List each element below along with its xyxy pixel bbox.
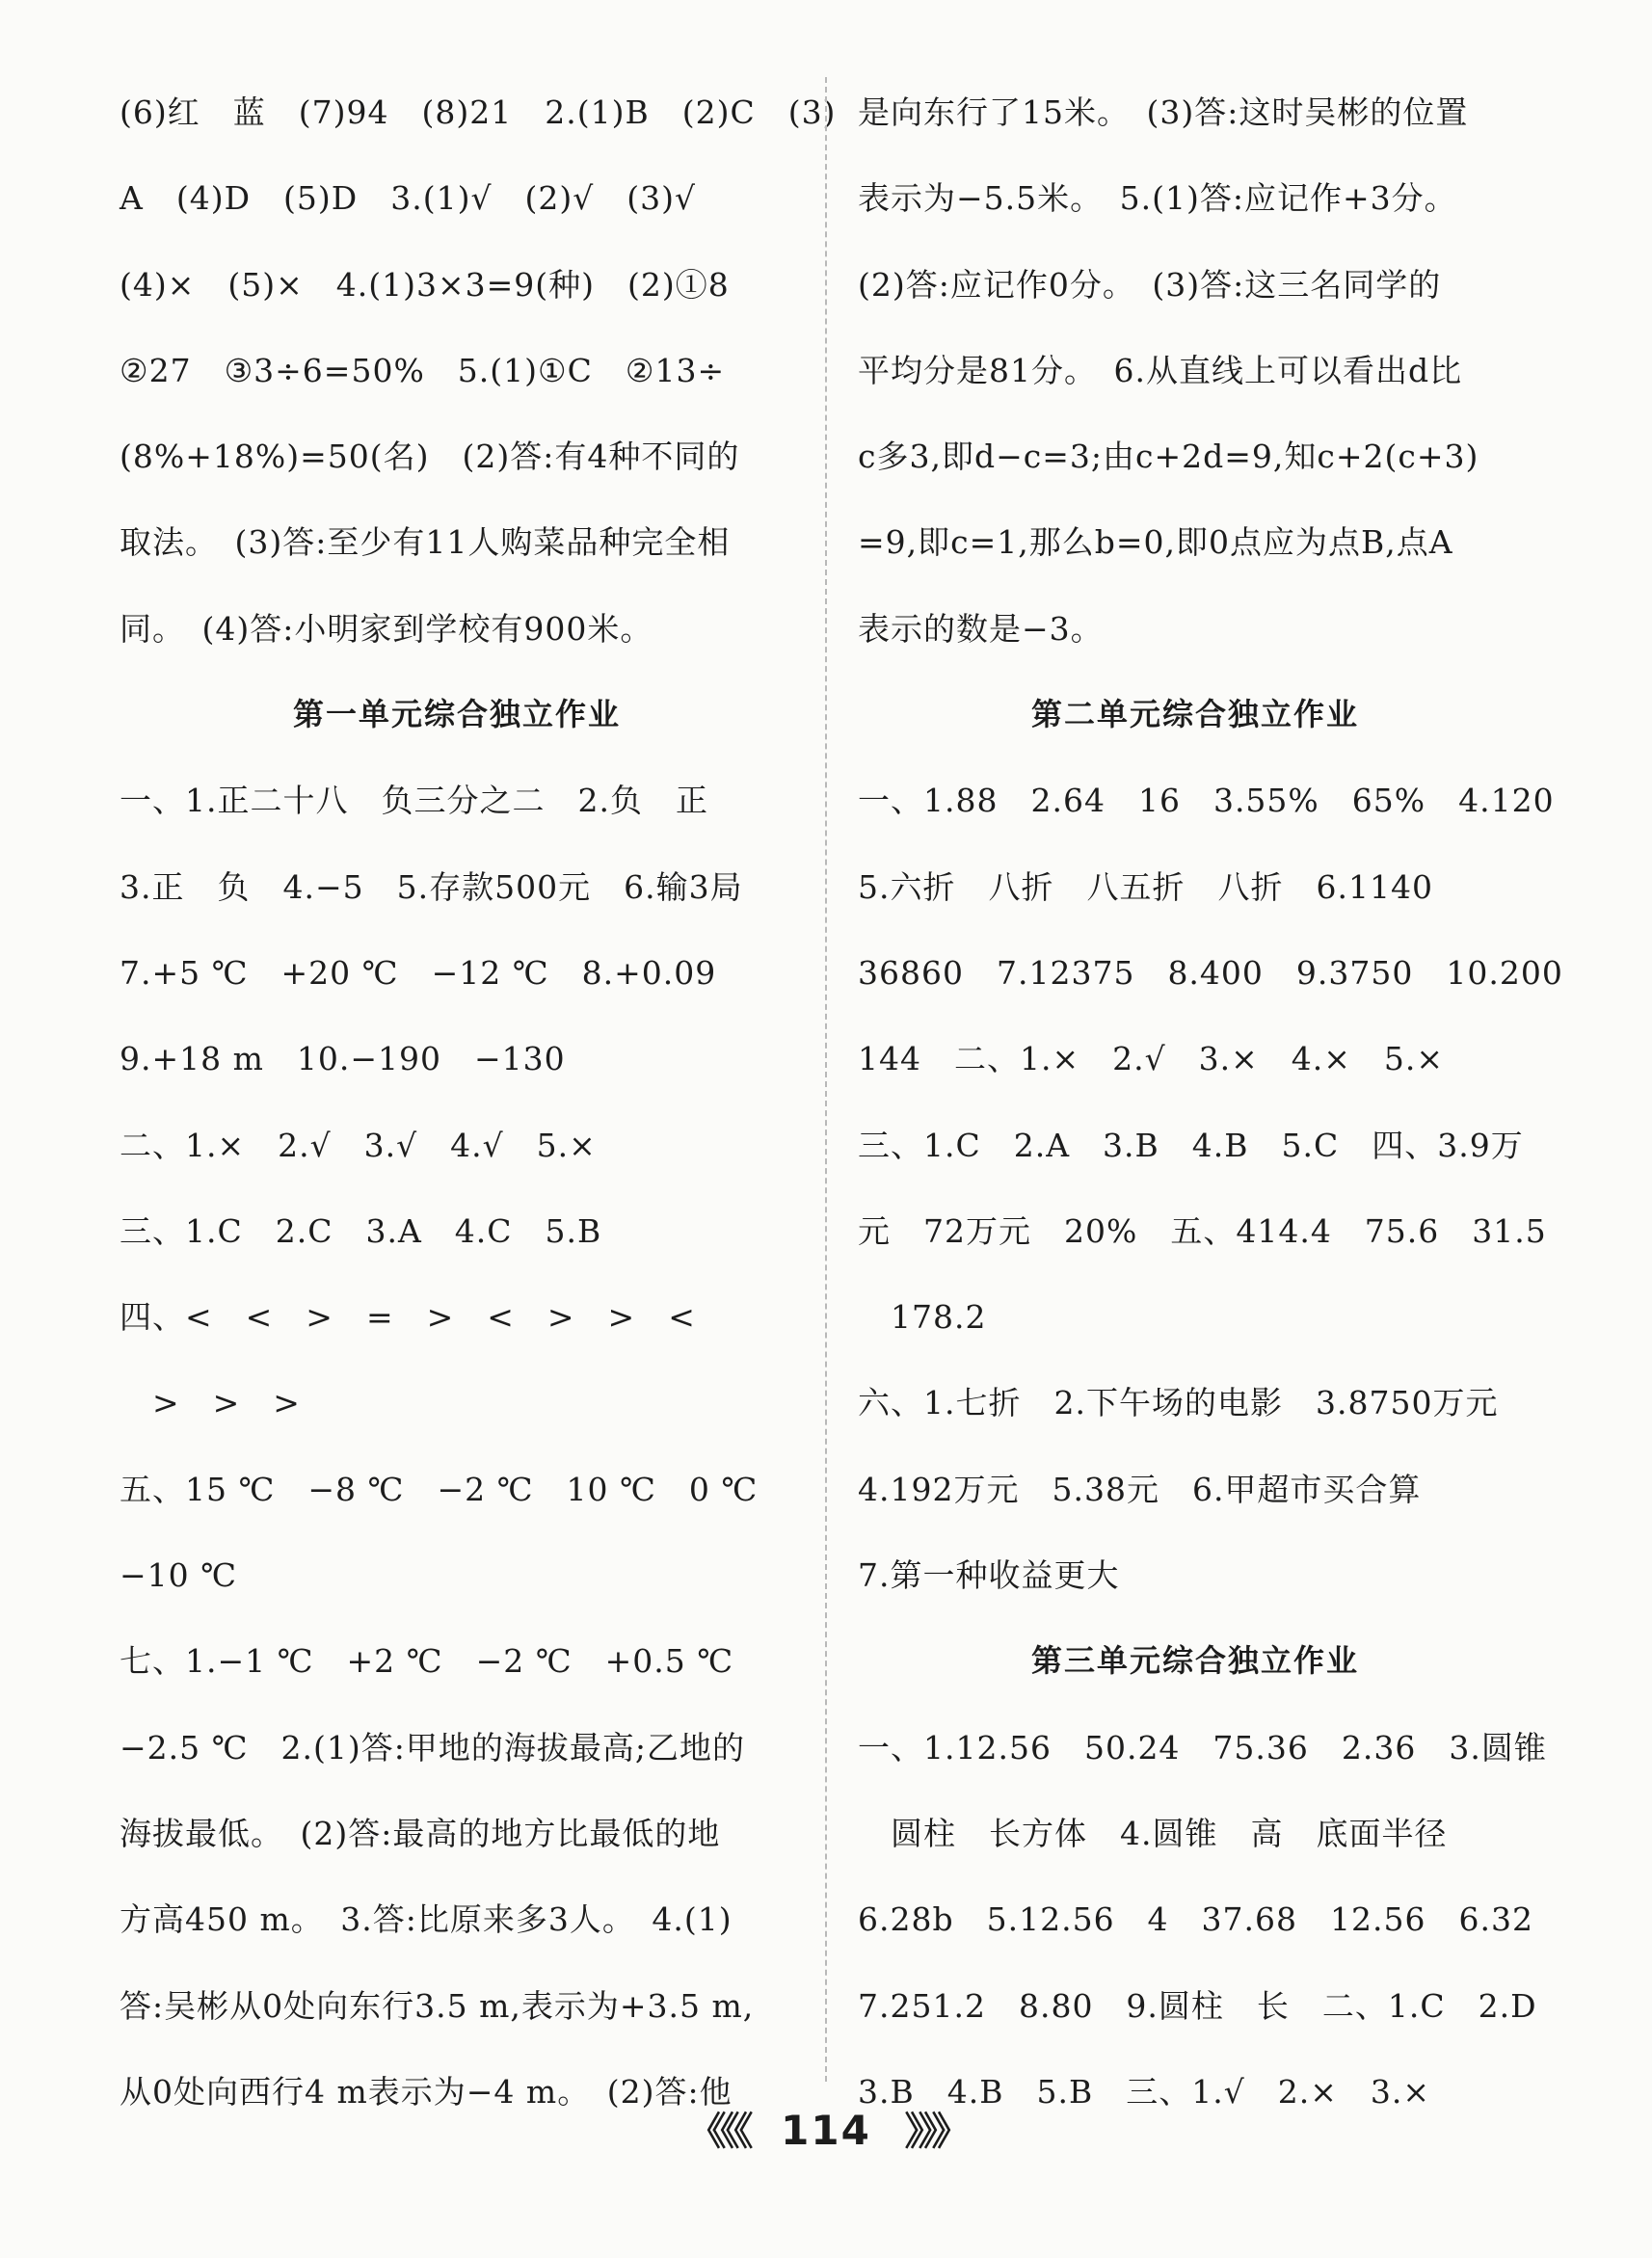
text-line: 3.B 4.B 5.B 三、1.√ 2.× 3.× (858, 2072, 1430, 2111)
text-line: (6)红 蓝 (7)94 (8)21 2.(1)B (2)C (3) (120, 93, 837, 131)
text-line: 六、1.七折 2.下午场的电影 3.8750万元 (858, 1384, 1499, 1422)
text-line: 6.28b 5.12.56 4 37.68 12.56 6.32 (858, 1900, 1533, 1939)
text-line: 三、1.C 2.A 3.B 4.B 5.C 四、3.9万 (858, 1126, 1524, 1164)
text-line: (8%+18%)=50(名) (2)答:有4种不同的 (120, 438, 740, 476)
text-line: 178.2 (858, 1298, 987, 1337)
section-heading-unit-1: 第一单元综合独立作业 (292, 696, 621, 733)
text-line: > > > (120, 1384, 301, 1422)
text-line: 7.251.2 8.80 9.圆柱 长 二、1.C 2.D (858, 1986, 1537, 2025)
right-column (858, 69, 1563, 2135)
text-line: 表示的数是−3。 (858, 609, 1104, 648)
text-line: 9.+18 m 10.−190 −130 (120, 1040, 566, 1078)
text-line: 144 二、1.× 2.√ 3.× 4.× 5.× (858, 1040, 1445, 1078)
text-line: 二、1.× 2.√ 3.√ 4.√ 5.× (120, 1126, 597, 1164)
text-line: 元 72万元 20% 五、414.4 75.6 31.5 (858, 1211, 1547, 1250)
text-line: −10 ℃ (120, 1556, 238, 1595)
text-line: 三、1.C 2.C 3.A 4.C 5.B (120, 1211, 602, 1250)
section-heading-unit-2: 第二单元综合独立作业 (1030, 696, 1359, 733)
text-line: 5.六折 八折 八五折 八折 6.1140 (858, 867, 1433, 906)
text-line: 一、1.正二十八 负三分之二 2.负 正 (120, 782, 708, 820)
unit-3-answers (858, 1705, 1547, 2135)
text-line: 从0处向西行4 m表示为−4 m。 (2)答:他 (120, 2072, 733, 2111)
text-line: 取法。 (3)答:至少有11人购菜品种完全相 (120, 523, 731, 562)
text-line: 方高450 m。 3.答:比原来多3人。 4.(1) (120, 1900, 733, 1939)
text-line: 一、1.12.56 50.24 75.36 2.36 3.圆锥 (858, 1728, 1547, 1767)
text-line: −2.5 ℃ 2.(1)答:甲地的海拔最高;乙地的 (120, 1728, 746, 1767)
unit-2-answers (858, 757, 1563, 1618)
text-line: 一、1.88 2.64 16 3.55% 65% 4.120 (858, 782, 1555, 820)
text-line: A (4)D (5)D 3.(1)√ (2)√ (3)√ (120, 179, 697, 218)
text-line: 36860 7.12375 8.400 9.3750 10.200 (858, 953, 1563, 992)
page-footer (0, 2101, 1652, 2156)
text-line: 圆柱 长方体 4.圆锥 高 底面半径 (858, 1814, 1448, 1852)
footer-right-chevrons: 》》》 (904, 2110, 965, 2154)
right-top-block (858, 69, 1532, 672)
text-line: ②27 ③3÷6=50% 5.(1)①C ②13÷ (120, 351, 726, 389)
section-heading-unit-3: 第三单元综合独立作业 (1030, 1642, 1359, 1680)
text-line: 7.+5 ℃ +20 ℃ −12 ℃ 8.+0.09 (120, 953, 717, 992)
footer-left-chevrons: 《《《 (687, 2110, 748, 2154)
text-line: 3.正 负 4.−5 5.存款500元 6.输3局 (120, 867, 743, 906)
text-line: (4)× (5)× 4.(1)3×3=9(种) (2)①8 (120, 265, 730, 304)
text-line: 4.192万元 5.38元 6.甲超市买合算 (858, 1470, 1422, 1508)
text-line: 七、1.−1 ℃ +2 ℃ −2 ℃ +0.5 ℃ (120, 1642, 734, 1681)
text-line: (2)答:应记作0分。 (3)答:这三名同学的 (858, 265, 1442, 304)
unit-1-answers (120, 757, 794, 2135)
text-line: 表示为−5.5米。 5.(1)答:应记作+3分。 (858, 179, 1457, 218)
left-top-block (120, 69, 837, 672)
text-line: c多3,即d−c=3;由c+2d=9,知c+2(c+3) (858, 438, 1479, 476)
left-column (120, 69, 837, 2135)
text-line: 同。 (4)答:小明家到学校有900米。 (120, 609, 653, 648)
text-line: 是向东行了15米。 (3)答:这时吴彬的位置 (858, 93, 1469, 131)
text-line: 7.第一种收益更大 (858, 1556, 1120, 1595)
column-divider (825, 77, 827, 2082)
text-line: 平均分是81分。 6.从直线上可以看出d比 (858, 351, 1463, 389)
text-line: =9,即c=1,那么b=0,即0点应为点B,点A (858, 523, 1453, 562)
text-line: 海拔最低。 (2)答:最高的地方比最低的地 (120, 1814, 721, 1852)
text-line: 四、< < > = > < > > < (120, 1298, 696, 1337)
text-line: 五、15 ℃ −8 ℃ −2 ℃ 10 ℃ 0 ℃ (120, 1470, 759, 1508)
text-line: 答:吴彬从0处向东行3.5 m,表示为+3.5 m, (120, 1986, 755, 2025)
page-number: 114 (781, 2107, 871, 2154)
